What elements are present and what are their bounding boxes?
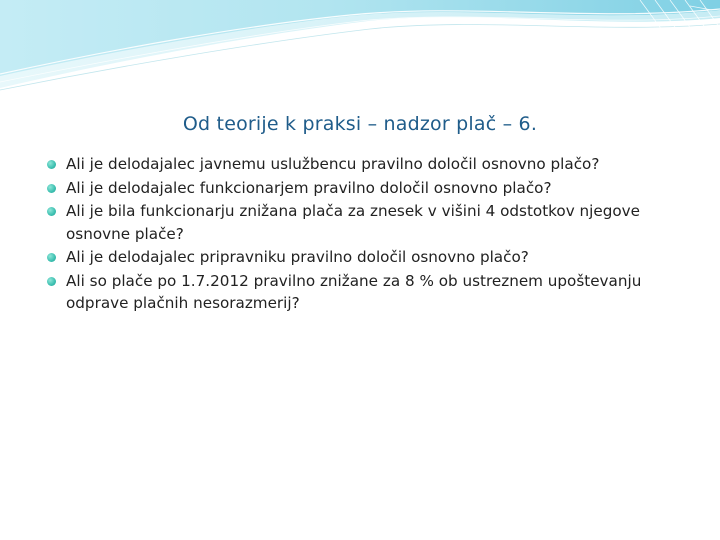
bullet-text: Ali je delodajalec javnemu uslužbencu pravilno določil osnovno plačo? bbox=[66, 155, 600, 173]
slide-title: Od teorije k praksi – nadzor plač – 6. bbox=[182, 113, 538, 135]
bullet-text: Ali je delodajalec funkcionarjem pravilno določil osnovno plačo? bbox=[66, 178, 552, 197]
list-item bbox=[44, 200, 694, 245]
list-item bbox=[44, 177, 694, 200]
bullet-text: Ali so plače po 1.7.2012 pravilno znižane za 8 % ob ustreznem upoštevanju odprave plačnih nesorazmerij? bbox=[66, 271, 642, 312]
bullet-list bbox=[44, 153, 694, 316]
round-dot-icon bbox=[47, 160, 56, 169]
round-dot-icon bbox=[47, 207, 56, 216]
round-dot-icon bbox=[47, 277, 56, 286]
list-item bbox=[44, 153, 694, 176]
list-item bbox=[44, 246, 694, 269]
bullet-text: Ali je delodajalec pripravniku pravilno določil osnovno plačo? bbox=[66, 248, 529, 266]
round-dot-icon bbox=[47, 184, 56, 193]
wave-banner-icon bbox=[0, 0, 720, 100]
bullet-text: Ali je bila funkcionarju znižana plača za znesek v višini 4 odstotkov njegove osnovne plače? bbox=[66, 202, 640, 243]
round-dot-icon bbox=[47, 253, 56, 262]
list-item bbox=[44, 270, 694, 315]
